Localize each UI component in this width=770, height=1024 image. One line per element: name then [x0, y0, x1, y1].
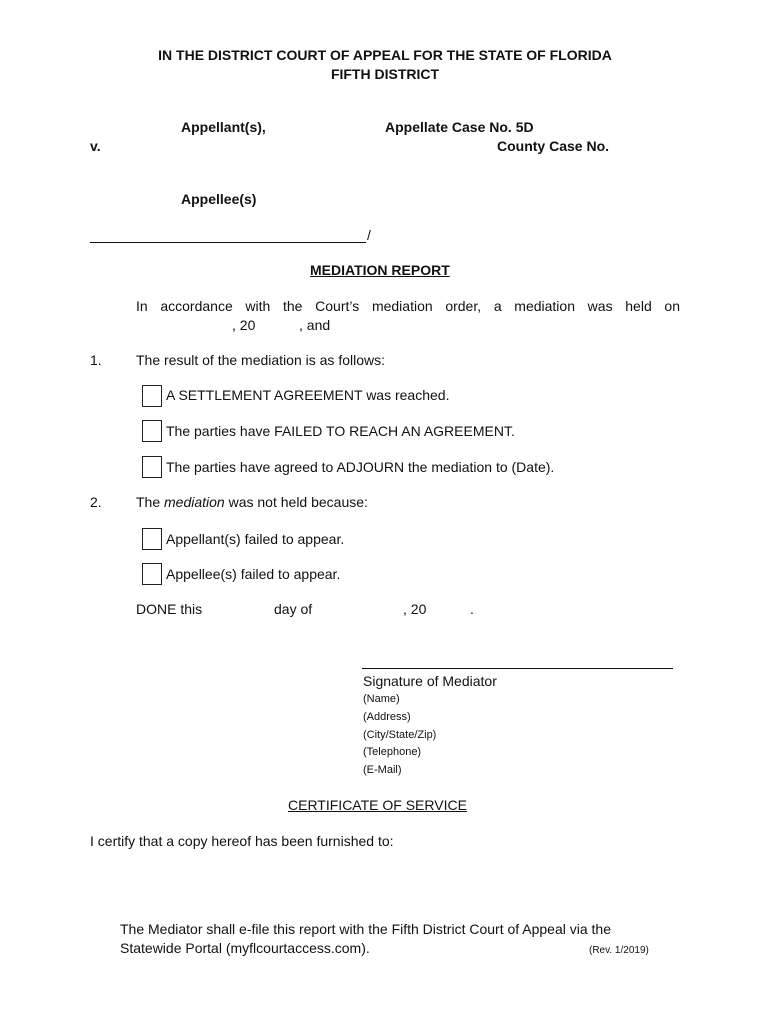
adjourn-checkbox[interactable]: [142, 456, 162, 478]
failed-agreement-option-label: The parties have FAILED TO REACH AN AGREEMENT.: [166, 423, 515, 439]
court-title: IN THE DISTRICT COURT OF APPEAL FOR THE STATE OF FLORIDA: [158, 47, 612, 63]
item-2-text: [136, 494, 368, 510]
footer-line-2: Statewide Portal (myflcourtaccess.com).: [120, 940, 370, 956]
settlement-checkbox[interactable]: [142, 385, 162, 407]
item-2-suffix: was not held because:: [224, 494, 368, 510]
appellants-label: Appellant(s),: [181, 119, 266, 135]
item-1-text: The result of the mediation is as follows:: [136, 352, 386, 368]
adjourn-option-label: The parties have agreed to ADJOURN the mediation to (Date).: [166, 459, 555, 475]
signature-line: [362, 668, 673, 669]
signature-city-field: (City/State/Zip): [363, 729, 437, 741]
item-2-italic: mediation: [164, 494, 225, 510]
appellant-failed-checkbox[interactable]: [142, 528, 162, 550]
caption-divider-line: [90, 242, 366, 243]
settlement-option-label: A SETTLEMENT AGREEMENT was reached.: [166, 387, 450, 403]
appellant-failed-option-label: Appellant(s) failed to appear.: [166, 531, 345, 547]
appellee-failed-option-label: Appellee(s) failed to appear.: [166, 566, 341, 582]
caption-slash: /: [367, 227, 371, 243]
appellee-failed-checkbox[interactable]: [142, 563, 162, 585]
failed-agreement-checkbox[interactable]: [142, 420, 162, 442]
versus-label: v.: [90, 138, 101, 154]
item-2-number: 2.: [90, 494, 102, 510]
revision-label: (Rev. 1/2019): [589, 945, 649, 956]
signature-label: Signature of Mediator: [363, 673, 497, 689]
footer-line-1: The Mediator shall e-file this report with the Fifth District Court of Appeal via the: [120, 921, 611, 937]
intro-year-text: , 20: [232, 317, 256, 333]
intro-text: In accordance with the Court’s mediation order, a mediation was held on: [136, 298, 680, 314]
mediation-report-title: MEDIATION REPORT: [310, 262, 450, 278]
signature-address-field: (Address): [363, 711, 411, 723]
intro-and-text: , and: [299, 317, 331, 333]
item-2-prefix: The: [136, 494, 165, 510]
district-title: FIFTH DISTRICT: [330, 66, 440, 82]
appellees-label: Appellee(s): [181, 191, 257, 207]
county-case-no-label: County Case No.: [497, 138, 610, 154]
appellate-case-no-label: Appellate Case No. 5D: [385, 119, 534, 135]
done-this-label: DONE this: [136, 601, 203, 617]
certificate-title: CERTIFICATE OF SERVICE: [288, 797, 467, 813]
done-year-label: , 20: [403, 601, 427, 617]
done-period: .: [470, 601, 474, 617]
signature-telephone-field: (Telephone): [363, 746, 422, 758]
signature-email-field: (E-Mail): [363, 764, 402, 776]
signature-name-field: (Name): [363, 693, 400, 705]
certificate-text: I certify that a copy hereof has been furnished to:: [90, 833, 394, 849]
item-1-number: 1.: [90, 352, 102, 368]
day-of-label: day of: [274, 601, 313, 617]
